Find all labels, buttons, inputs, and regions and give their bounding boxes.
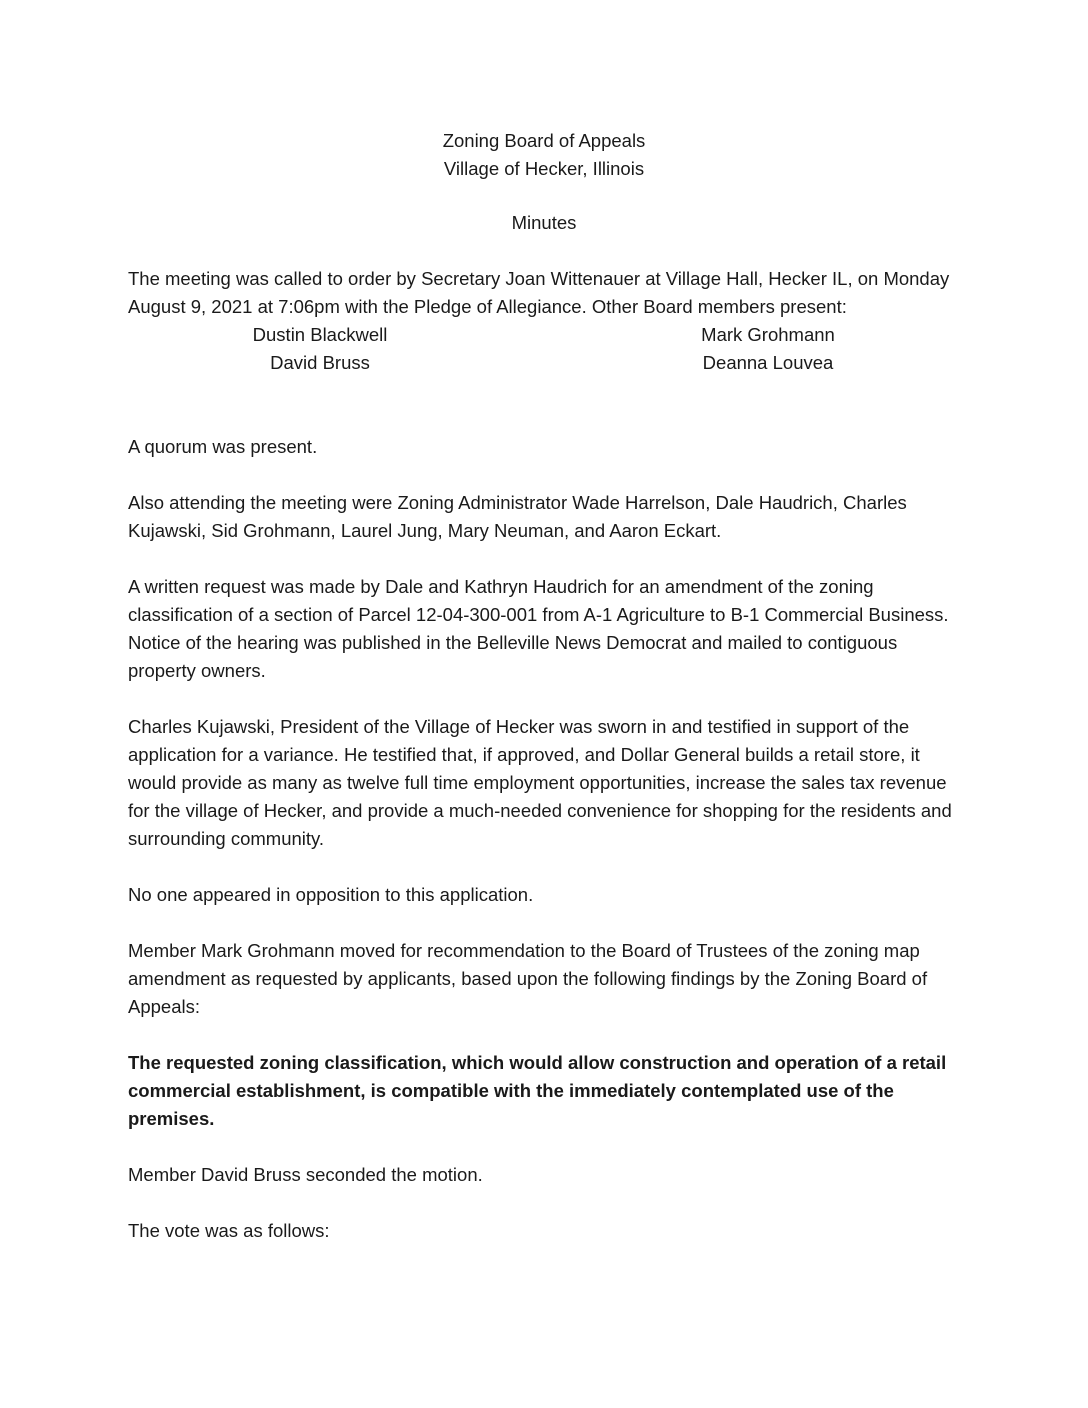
board-name: Zoning Board of Appeals [442, 130, 646, 151]
member-name: Mark Grohmann [701, 324, 835, 345]
opposition-paragraph: No one appeared in opposition to this application. [128, 884, 534, 905]
member-name: David Bruss [270, 352, 370, 373]
quorum-paragraph: A quorum was present. [128, 436, 318, 457]
document-content [128, 127, 960, 1245]
member-name: Deanna Louvea [702, 352, 834, 373]
motion-paragraph: Member Mark Grohmann moved for recommendation to the Board of Trustees of the zoning map amendment as requested by applicants, based upon the following findings by the Zoning Board of Appeals: [128, 940, 928, 1017]
second-paragraph: Member David Bruss seconded the motion. [128, 1164, 483, 1185]
finding-paragraph: The requested zoning classification, which would allow construction and operation of a retail commercial establishment, is compatible with the immediately contemplated use of the premises. [128, 1052, 947, 1129]
members-list [128, 321, 960, 377]
attending-paragraph: Also attending the meeting were Zoning Administrator Wade Harrelson, Dale Haudrich, Charles Kujawski, Sid Grohmann, Laurel Jung, Mary Neuman, and Aaron Eckart. [128, 492, 907, 541]
vote-paragraph: The vote was as follows: [128, 1220, 330, 1241]
member-name: Dustin Blackwell [252, 324, 388, 345]
document-title: Minutes [511, 212, 577, 233]
document-header [128, 127, 960, 237]
intro-paragraph: The meeting was called to order by Secretary Joan Wittenauer at Village Hall, Hecker IL, on Monday August 9, 2021 at 7:06pm with the Pledge of Allegiance. Other Board members present: [128, 268, 950, 317]
village-name: Village of Hecker, Illinois [443, 158, 645, 179]
request-paragraph: A written request was made by Dale and Kathryn Haudrich for an amendment of the zoning classification of a section of Parcel 12-04-300-001 from A-1 Agriculture to B-1 Commercial Business. Notice of the hearing was published in the Belleville News Democrat and mailed to contiguous property owners. [128, 576, 949, 681]
testimony-paragraph: Charles Kujawski, President of the Village of Hecker was sworn in and testified in support of the application for a variance. He testified that, if approved, and Dollar General builds a retail store, it would provide as many as twelve full time employment opportunities, increase the sales tax revenue for the village of Hecker, and provide a much-needed convenience for shopping for the residents and surrounding community. [128, 716, 952, 849]
